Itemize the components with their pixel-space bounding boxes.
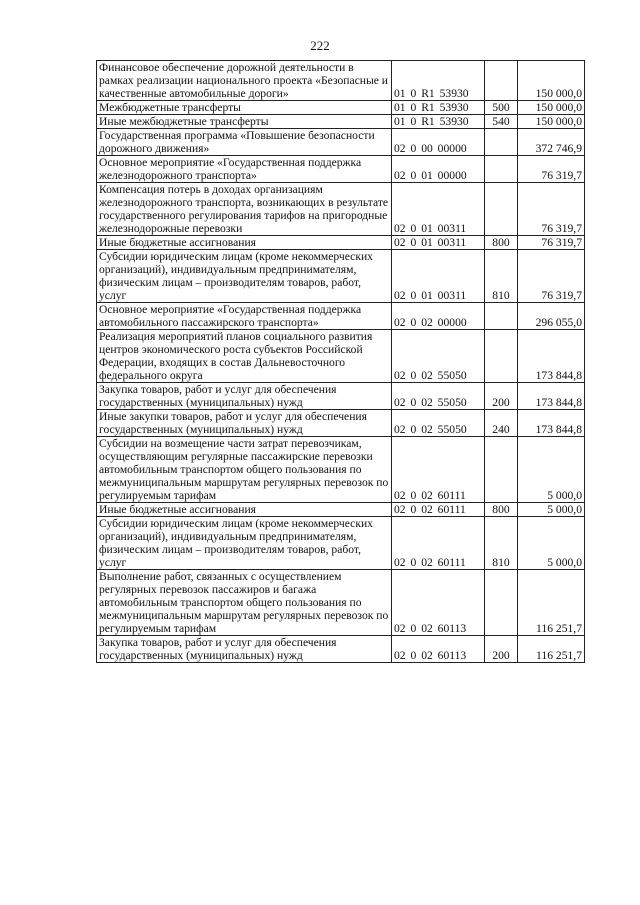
row-expense-type: 540 <box>485 115 518 129</box>
row-target-code: 02 0 01 00000 <box>392 156 485 183</box>
row-target-code: 02 0 02 55050 <box>392 383 485 410</box>
row-name: Основное мероприятие «Государственная поддержка железнодорожного транспорта» <box>97 156 392 183</box>
row-target-code: 02 0 02 60111 <box>392 437 485 503</box>
row-target-code: 02 0 02 60111 <box>392 503 485 517</box>
row-name: Государственная программа «Повышение безопасности дорожного движения» <box>97 129 392 156</box>
row-target-code: 02 0 01 00311 <box>392 250 485 303</box>
table-row <box>97 156 585 183</box>
row-name: Иные закупки товаров, работ и услуг для обеспечения государственных (муниципальных) нужд <box>97 410 392 437</box>
row-amount: 173 844,8 <box>518 410 585 437</box>
row-expense-type <box>485 183 518 236</box>
row-expense-type: 800 <box>485 503 518 517</box>
table-row <box>97 236 585 250</box>
row-name: Реализация мероприятий планов социального развития центров экономического роста субъектов Российской Федерации, входящих в состав Дальневосточного федерального округа <box>97 330 392 383</box>
row-name: Закупка товаров, работ и услуг для обеспечения государственных (муниципальных) нужд <box>97 636 392 663</box>
row-expense-type: 200 <box>485 636 518 663</box>
row-expense-type: 240 <box>485 410 518 437</box>
row-expense-type <box>485 570 518 636</box>
row-name: Выполнение работ, связанных с осуществлением регулярных перевозок пассажиров и багажа автомобильным транспортом общего пользования по межмуниципальным маршрутам регулярных перевозок по регулируемым тарифам <box>97 570 392 636</box>
row-amount: 372 746,9 <box>518 129 585 156</box>
row-name: Иные межбюджетные трансферты <box>97 115 392 129</box>
row-amount: 173 844,8 <box>518 330 585 383</box>
table-row <box>97 570 585 636</box>
row-name: Финансовое обеспечение дорожной деятельности в рамках реализации национального проекта «Безопасные и качественные автомобильные дороги» <box>97 61 392 101</box>
row-name: Иные бюджетные ассигнования <box>97 236 392 250</box>
row-expense-type <box>485 303 518 330</box>
row-name: Межбюджетные трансферты <box>97 101 392 115</box>
table-row <box>97 129 585 156</box>
page-number: 222 <box>310 38 330 53</box>
row-expense-type <box>485 330 518 383</box>
row-amount: 150 000,0 <box>518 61 585 101</box>
row-amount: 116 251,7 <box>518 636 585 663</box>
row-amount: 76 319,7 <box>518 156 585 183</box>
table-row <box>97 330 585 383</box>
row-target-code: 02 0 01 00311 <box>392 236 485 250</box>
row-amount: 76 319,7 <box>518 183 585 236</box>
row-amount: 5 000,0 <box>518 517 585 570</box>
table-row <box>97 250 585 303</box>
row-name: Иные бюджетные ассигнования <box>97 503 392 517</box>
row-target-code: 01 0 R1 53930 <box>392 61 485 101</box>
row-amount: 173 844,8 <box>518 383 585 410</box>
budget-table <box>96 60 585 663</box>
table-row <box>97 410 585 437</box>
row-expense-type: 810 <box>485 250 518 303</box>
row-name: Основное мероприятие «Государственная поддержка автомобильного пассажирского транспорта» <box>97 303 392 330</box>
row-amount: 5 000,0 <box>518 503 585 517</box>
row-target-code: 02 0 02 55050 <box>392 410 485 437</box>
row-expense-type: 810 <box>485 517 518 570</box>
row-target-code: 02 0 02 60113 <box>392 570 485 636</box>
budget-table-body <box>97 61 585 663</box>
row-target-code: 01 0 R1 53930 <box>392 115 485 129</box>
row-expense-type <box>485 156 518 183</box>
row-name: Компенсация потерь в доходах организациям железнодорожного транспорта, возникающих в результате государственного регулирования тарифов на пригородные железнодорожные перевозки <box>97 183 392 236</box>
row-target-code: 02 0 02 60113 <box>392 636 485 663</box>
table-row <box>97 183 585 236</box>
table-row <box>97 383 585 410</box>
table-row <box>97 503 585 517</box>
row-amount: 5 000,0 <box>518 437 585 503</box>
row-amount: 150 000,0 <box>518 115 585 129</box>
row-amount: 296 055,0 <box>518 303 585 330</box>
row-expense-type: 200 <box>485 383 518 410</box>
table-row <box>97 636 585 663</box>
row-name: Субсидии юридическим лицам (кроме некоммерческих организаций), индивидуальным предпринимателям, физическим лицам – производителям товаров, работ, услуг <box>97 250 392 303</box>
table-row <box>97 115 585 129</box>
table-row <box>97 101 585 115</box>
table-row <box>97 437 585 503</box>
row-name: Субсидии на возмещение части затрат перевозчикам, осуществляющим регулярные пассажирские перевозки автомобильным транспортом общего пользования по межмуниципальным маршрутам регулярных перевозок по регулируемым тарифам <box>97 437 392 503</box>
row-name: Закупка товаров, работ и услуг для обеспечения государственных (муниципальных) нужд <box>97 383 392 410</box>
row-target-code: 01 0 R1 53930 <box>392 101 485 115</box>
row-amount: 76 319,7 <box>518 250 585 303</box>
row-target-code: 02 0 02 00000 <box>392 303 485 330</box>
row-amount: 76 319,7 <box>518 236 585 250</box>
row-target-code: 02 0 01 00311 <box>392 183 485 236</box>
row-target-code: 02 0 02 60111 <box>392 517 485 570</box>
table-row <box>97 61 585 101</box>
row-expense-type: 800 <box>485 236 518 250</box>
row-expense-type <box>485 437 518 503</box>
row-target-code: 02 0 00 00000 <box>392 129 485 156</box>
table-row <box>97 517 585 570</box>
row-expense-type <box>485 129 518 156</box>
row-target-code: 02 0 02 55050 <box>392 330 485 383</box>
row-amount: 150 000,0 <box>518 101 585 115</box>
row-expense-type: 500 <box>485 101 518 115</box>
row-amount: 116 251,7 <box>518 570 585 636</box>
row-expense-type <box>485 61 518 101</box>
table-row <box>97 303 585 330</box>
row-name: Субсидии юридическим лицам (кроме некоммерческих организаций), индивидуальным предпринимателям, физическим лицам – производителям товаров, работ, услуг <box>97 517 392 570</box>
